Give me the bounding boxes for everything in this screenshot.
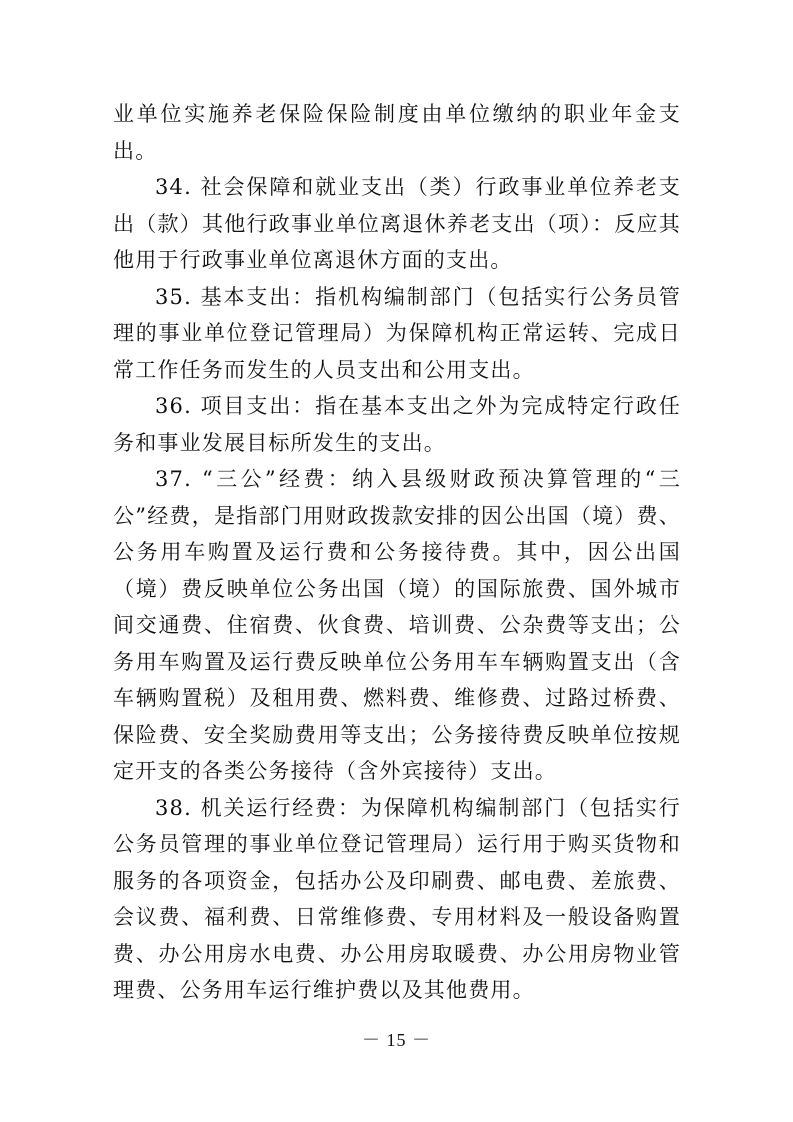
paragraph-item-38: 38. 机关运行经费：为保障机构编制部门（包括实行公务员管理的事业单位登记管理局）运行用于购买货物和服务的各项资金，包括办公及印刷费、邮电费、差旅费、会议费、福利费、日常维修费、专用材料及一般设备购置费、办公用房水电费、办公用房取暖费、办公用房物业管理费、公务用车运行维护费以及其他费用。 [113, 795, 681, 1002]
paragraph-item-36: 36. 项目支出：指在基本支出之外为完成特定行政任务和事业发展目标所发生的支出。 [113, 394, 681, 455]
paragraph-item-34: 34. 社会保障和就业支出（类）行政事业单位养老支出（款）其他行政事业单位离退休养老支出（项）：反应其他用于行政事业单位离退休方面的支出。 [113, 175, 681, 272]
paragraph-item-35: 35. 基本支出：指机构编制部门（包括实行公务员管理的事业单位登记管理局）为保障机构正常运转、完成日常工作任务而发生的人员支出和公用支出。 [113, 284, 681, 382]
page-number: － 15 － [362, 1030, 431, 1050]
paragraph-item-37: 37. “三公”经费：纳入县级财政预决算管理的“三公”经费，是指部门用财政拨款安排的因公出国（境）费、公务用车购置及运行费和公务接待费。其中，因公出国（境）费反映单位公务出国（境）的国际旅费、国外城市间交通费、住宿费、伙食费、培训费、公杂费等支出；公务用车购置及运行费反映单位公务用车车辆购置支出（含车辆购置税）及租用费、燃料费、维修费、过路过桥费、保险费、安全奖励费用等支出；公务接待费反映单位按规定开支的各类公务接待（含外宾接待）支出。 [113, 467, 681, 783]
paragraph-continued: 业单位实施养老保险保险制度由单位缴纳的职业年金支出。 [113, 102, 681, 163]
document-body [113, 96, 681, 1009]
